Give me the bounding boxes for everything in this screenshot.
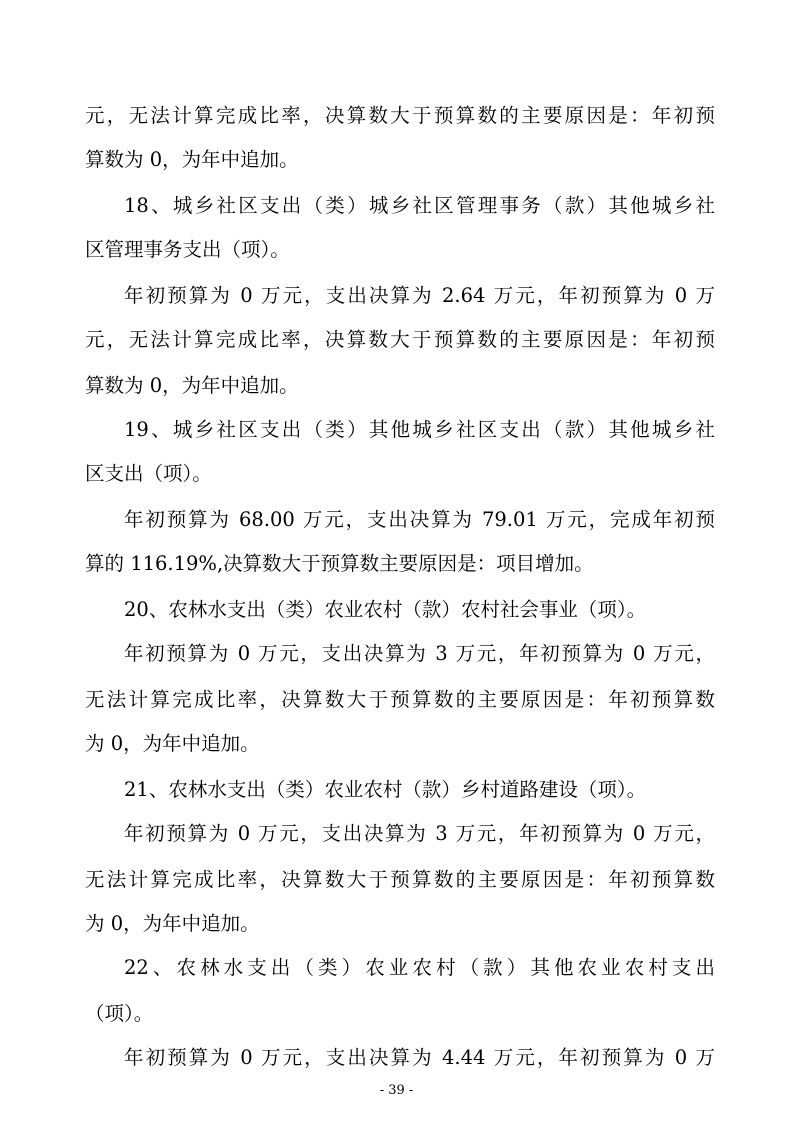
page-number: - 39 - xyxy=(379,1083,414,1098)
item-18-heading: 18、城乡社区支出（类）城乡社区管理事务（款）其他城乡社 xyxy=(124,194,715,217)
item-22-heading: 22、农林水支出（类）农业农村（款）其他农业农村支出 xyxy=(124,956,715,979)
body-line-2: 算数为 0，为年中追加。 xyxy=(85,148,299,171)
item-18-body-2: 元，无法计算完成比率，决算数大于预算数的主要原因是：年初预 xyxy=(85,328,715,351)
item-18-body-3: 算数为 0，为年中追加。 xyxy=(85,374,299,397)
item-21-body-2: 无法计算完成比率，决算数大于预算数的主要原因是：年初预算数 xyxy=(85,868,715,891)
item-20-body-2: 无法计算完成比率，决算数大于预算数的主要原因是：年初预算数 xyxy=(85,688,715,711)
item-20-body-1: 年初预算为 0 万元，支出决算为 3 万元，年初预算为 0 万元， xyxy=(124,642,715,665)
item-20-body-3: 为 0，为年中追加。 xyxy=(85,732,260,755)
item-18-heading-cont: 区管理事务支出（项）。 xyxy=(85,238,290,261)
item-19-heading-cont: 区支出（项）。 xyxy=(85,462,212,485)
item-22-body-1: 年初预算为 0 万元，支出决算为 4.44 万元，年初预算为 0 万 xyxy=(124,1046,715,1069)
item-20-heading: 20、农林水支出（类）农业农村（款）农村社会事业（项）。 xyxy=(124,598,647,621)
item-22-heading-cont: （项）。 xyxy=(85,1002,154,1025)
item-19-body-1: 年初预算为 68.00 万元，支出决算为 79.01 万元，完成年初预 xyxy=(124,508,715,531)
item-18-body-1: 年初预算为 0 万元，支出决算为 2.64 万元，年初预算为 0 万 xyxy=(124,284,715,307)
item-21-heading: 21、农林水支出（类）农业农村（款）乡村道路建设（项）。 xyxy=(124,778,647,801)
item-21-body-3: 为 0，为年中追加。 xyxy=(85,912,260,935)
body-line-1: 元，无法计算完成比率，决算数大于预算数的主要原因是：年初预 xyxy=(85,104,715,127)
item-21-body-1: 年初预算为 0 万元，支出决算为 3 万元，年初预算为 0 万元， xyxy=(124,822,715,845)
item-19-heading: 19、城乡社区支出（类）其他城乡社区支出（款）其他城乡社 xyxy=(124,418,715,441)
item-19-body-2: 算的 116.19%,决算数大于预算数主要原因是：项目增加。 xyxy=(85,552,594,575)
